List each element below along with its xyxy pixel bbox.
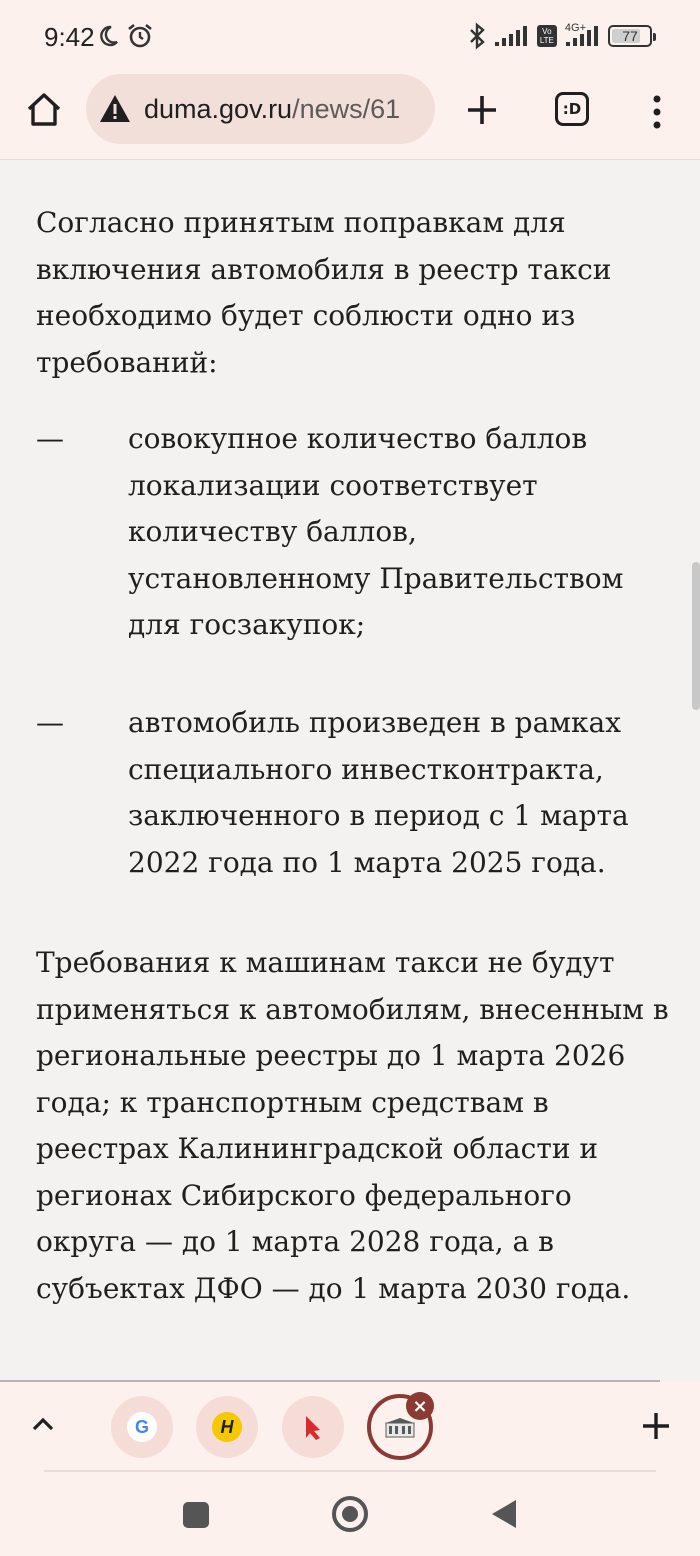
url-text[interactable]: [144, 94, 400, 125]
battery-icon: [608, 25, 652, 47]
new-tab-plus-icon[interactable]: [462, 90, 502, 130]
list-item-text: автомобиль произведен в рамках специального инвестконтракта, заключенного в период с 1 марта 2022 года по 1 марта 2025 года.: [128, 706, 629, 879]
not-secure-warning-icon[interactable]: [98, 92, 132, 126]
url-domain: duma.gov.ru: [144, 93, 293, 124]
tab-yellow-h[interactable]: [196, 1396, 258, 1458]
yellow-h-icon: H: [212, 1412, 242, 1442]
article-content: [0, 160, 700, 1382]
tab-red-arrow[interactable]: [282, 1396, 344, 1458]
page-scrollbar[interactable]: [692, 562, 700, 710]
add-tab-plus-icon[interactable]: [640, 1410, 672, 1442]
recents-icon[interactable]: [183, 1502, 209, 1528]
address-bar[interactable]: [86, 74, 435, 144]
battery-level: 77: [622, 28, 638, 44]
moon-icon: [96, 24, 120, 48]
duma-building-icon: [385, 1416, 415, 1438]
list-item-marker: —: [36, 422, 64, 455]
volte-icon: Vo LTE: [537, 25, 557, 47]
system-navigation-bar: [0, 1472, 700, 1556]
red-arrow-icon: [298, 1412, 328, 1442]
network-type-label: 4G+: [564, 22, 586, 34]
browser-toolbar: [0, 74, 700, 160]
more-menu-icon[interactable]: [644, 92, 670, 132]
list-item-text: совокупное количество баллов локализации соответствует количеству баллов, установленному Правительством для госзакупок;: [128, 422, 624, 641]
status-bar: [0, 0, 700, 74]
tab-strip: [0, 1382, 700, 1472]
alarm-icon: [126, 22, 154, 50]
back-icon[interactable]: [490, 1498, 518, 1530]
article-intro-paragraph: Согласно принятым поправкам для включения автомобиля в реестр такси необходимо будет соблюсти одно из требований:: [36, 206, 612, 379]
url-path: /news/61: [292, 93, 401, 124]
tab-switcher-button[interactable]: :D: [555, 92, 589, 126]
article-closing-paragraph: Требования к машинам такси не будут применяться к автомобилям, внесенным в региональные реестры до 1 марта 2026 года; к транспортным средствам в реестрах Калининградской области и регионах Сибирского федерального округа — до 1 марта 2028 года, а в субъектах ДФО — до 1 марта 2030 года.: [36, 946, 669, 1305]
home-icon[interactable]: [24, 90, 64, 130]
home-nav-icon[interactable]: [332, 1496, 368, 1532]
signal-icon: [495, 24, 529, 48]
close-tab-icon[interactable]: ×: [406, 1392, 434, 1420]
google-icon: G: [127, 1412, 157, 1442]
status-time: 9:42: [44, 22, 95, 52]
chevron-up-icon[interactable]: [30, 1412, 56, 1438]
tab-google[interactable]: [111, 1396, 173, 1458]
bluetooth-icon: [467, 22, 487, 50]
list-item-marker: —: [36, 706, 64, 739]
